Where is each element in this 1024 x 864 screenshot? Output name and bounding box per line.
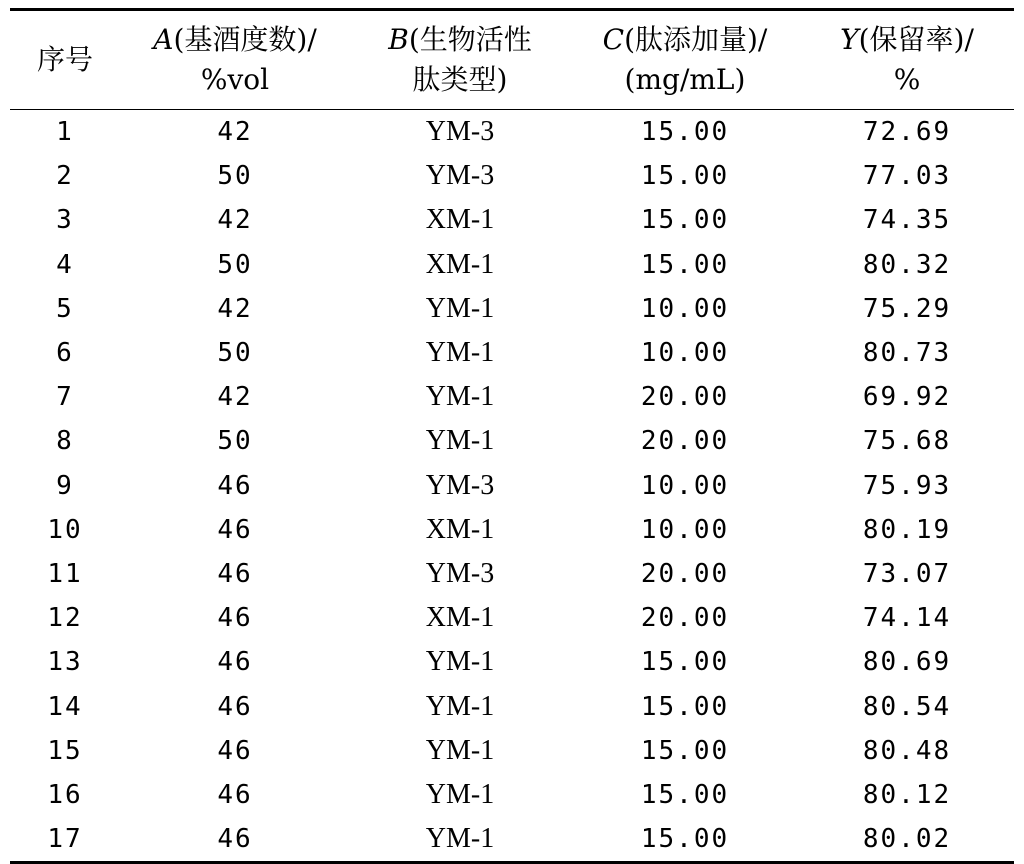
- cell-index: 11: [47, 558, 83, 589]
- header-label: (生物活性: [408, 23, 532, 56]
- cell-index: 17: [47, 824, 83, 855]
- cell-peptide-amount: 20.00: [640, 558, 730, 589]
- cell-alcohol-degree: 50: [217, 161, 253, 192]
- cell-retention-rate: 80.54: [862, 691, 952, 722]
- cell-index: 10: [47, 514, 83, 545]
- cell-alcohol-degree: 46: [217, 647, 253, 678]
- cell-peptide-amount: 15.00: [640, 117, 730, 148]
- table-body: [10, 110, 1014, 863]
- cell-retention-rate: 75.29: [862, 293, 952, 324]
- header-index: [10, 10, 120, 110]
- cell-index: 5: [56, 293, 74, 324]
- cell-peptide-amount: 20.00: [640, 426, 730, 457]
- header-unit: (mg/mL): [624, 63, 746, 96]
- header-variable: Y: [840, 23, 859, 56]
- cell-peptide-amount: 15.00: [640, 647, 730, 678]
- cell-peptide-amount: 15.00: [640, 161, 730, 192]
- cell-index: 13: [47, 647, 83, 678]
- cell-index: 7: [56, 382, 74, 413]
- cell-alcohol-degree: 42: [217, 293, 253, 324]
- table-row: [10, 243, 1014, 287]
- cell-peptide-type: XM-1: [425, 248, 495, 280]
- header-unit: 肽类型): [412, 63, 508, 96]
- cell-retention-rate: 80.02: [862, 824, 952, 855]
- cell-index: 4: [56, 249, 74, 280]
- cell-alcohol-degree: 46: [217, 779, 253, 810]
- table-row: [10, 110, 1014, 155]
- cell-retention-rate: 80.19: [862, 514, 952, 545]
- cell-retention-rate: 75.68: [862, 426, 952, 457]
- cell-peptide-type: YM-1: [425, 690, 495, 722]
- header-unit: %: [893, 63, 921, 96]
- cell-index: 2: [56, 161, 74, 192]
- cell-peptide-amount: 10.00: [640, 338, 730, 369]
- cell-retention-rate: 80.69: [862, 647, 952, 678]
- cell-index: 12: [47, 603, 83, 634]
- cell-index: 15: [47, 735, 83, 766]
- cell-alcohol-degree: 46: [217, 735, 253, 766]
- cell-retention-rate: 69.92: [862, 382, 952, 413]
- cell-alcohol-degree: 42: [217, 382, 253, 413]
- cell-index: 9: [56, 470, 74, 501]
- table-row: [10, 729, 1014, 773]
- cell-retention-rate: 74.35: [862, 205, 952, 236]
- experiment-results-table: [10, 8, 1014, 864]
- cell-peptide-amount: 10.00: [640, 293, 730, 324]
- cell-peptide-type: YM-1: [425, 646, 495, 678]
- cell-retention-rate: 80.73: [862, 338, 952, 369]
- header-label: (保留率)/: [858, 23, 974, 56]
- data-table-container: [10, 8, 1014, 864]
- cell-retention-rate: 77.03: [862, 161, 952, 192]
- table-row: [10, 596, 1014, 640]
- table-row: [10, 375, 1014, 419]
- cell-index: 14: [47, 691, 83, 722]
- header-c: [570, 10, 800, 110]
- cell-retention-rate: 80.12: [862, 779, 952, 810]
- cell-peptide-type: YM-1: [425, 778, 495, 810]
- cell-peptide-type: XM-1: [425, 204, 495, 236]
- cell-retention-rate: 80.48: [862, 735, 952, 766]
- cell-peptide-amount: 15.00: [640, 205, 730, 236]
- cell-peptide-type: YM-1: [425, 337, 495, 369]
- header-variable: C: [602, 23, 625, 56]
- cell-peptide-type: YM-1: [425, 381, 495, 413]
- cell-peptide-amount: 20.00: [640, 603, 730, 634]
- header-a: [120, 10, 350, 110]
- cell-peptide-type: XM-1: [425, 602, 495, 634]
- cell-peptide-amount: 15.00: [640, 824, 730, 855]
- cell-retention-rate: 75.93: [862, 470, 952, 501]
- cell-alcohol-degree: 46: [217, 603, 253, 634]
- table-row: [10, 508, 1014, 552]
- table-row: [10, 287, 1014, 331]
- cell-peptide-amount: 10.00: [640, 514, 730, 545]
- cell-index: 8: [56, 426, 74, 457]
- cell-alcohol-degree: 50: [217, 249, 253, 280]
- cell-retention-rate: 73.07: [862, 558, 952, 589]
- cell-index: 6: [56, 338, 74, 369]
- cell-peptide-type: YM-3: [425, 160, 495, 192]
- cell-peptide-amount: 15.00: [640, 779, 730, 810]
- header-y: [800, 10, 1014, 110]
- table-row: [10, 817, 1014, 863]
- cell-peptide-type: YM-3: [425, 557, 495, 589]
- table-row: [10, 419, 1014, 463]
- cell-retention-rate: 80.32: [862, 249, 952, 280]
- cell-peptide-type: YM-1: [425, 292, 495, 324]
- cell-peptide-amount: 15.00: [640, 735, 730, 766]
- cell-alcohol-degree: 46: [217, 691, 253, 722]
- cell-peptide-type: YM-1: [425, 734, 495, 766]
- cell-alcohol-degree: 42: [217, 117, 253, 148]
- cell-peptide-amount: 10.00: [640, 470, 730, 501]
- cell-alcohol-degree: 50: [217, 338, 253, 369]
- table-row: [10, 640, 1014, 684]
- table-row: [10, 552, 1014, 596]
- header-row: [10, 10, 1014, 110]
- table-row: [10, 154, 1014, 198]
- cell-peptide-amount: 15.00: [640, 249, 730, 280]
- cell-alcohol-degree: 46: [217, 824, 253, 855]
- cell-alcohol-degree: 42: [217, 205, 253, 236]
- cell-retention-rate: 74.14: [862, 603, 952, 634]
- cell-index: 1: [56, 117, 74, 148]
- cell-alcohol-degree: 46: [217, 470, 253, 501]
- cell-alcohol-degree: 50: [217, 426, 253, 457]
- cell-peptide-type: YM-1: [425, 823, 495, 855]
- cell-peptide-type: XM-1: [425, 513, 495, 545]
- header-label: 序号: [36, 43, 93, 76]
- table-row: [10, 198, 1014, 242]
- table-header: [10, 10, 1014, 110]
- cell-index: 16: [47, 779, 83, 810]
- header-variable: A: [153, 23, 174, 56]
- cell-peptide-type: YM-3: [425, 116, 495, 148]
- cell-retention-rate: 72.69: [862, 117, 952, 148]
- cell-peptide-type: YM-1: [425, 425, 495, 457]
- table-row: [10, 773, 1014, 817]
- header-label: (肽添加量)/: [624, 23, 768, 56]
- header-b: [350, 10, 570, 110]
- cell-alcohol-degree: 46: [217, 558, 253, 589]
- table-row: [10, 464, 1014, 508]
- header-variable: B: [388, 23, 409, 56]
- cell-index: 3: [56, 205, 74, 236]
- header-label: (基酒度数)/: [173, 23, 317, 56]
- table-row: [10, 684, 1014, 728]
- header-unit: %vol: [200, 63, 270, 96]
- cell-peptide-amount: 15.00: [640, 691, 730, 722]
- cell-peptide-type: YM-3: [425, 469, 495, 501]
- table-row: [10, 331, 1014, 375]
- cell-peptide-amount: 20.00: [640, 382, 730, 413]
- cell-alcohol-degree: 46: [217, 514, 253, 545]
